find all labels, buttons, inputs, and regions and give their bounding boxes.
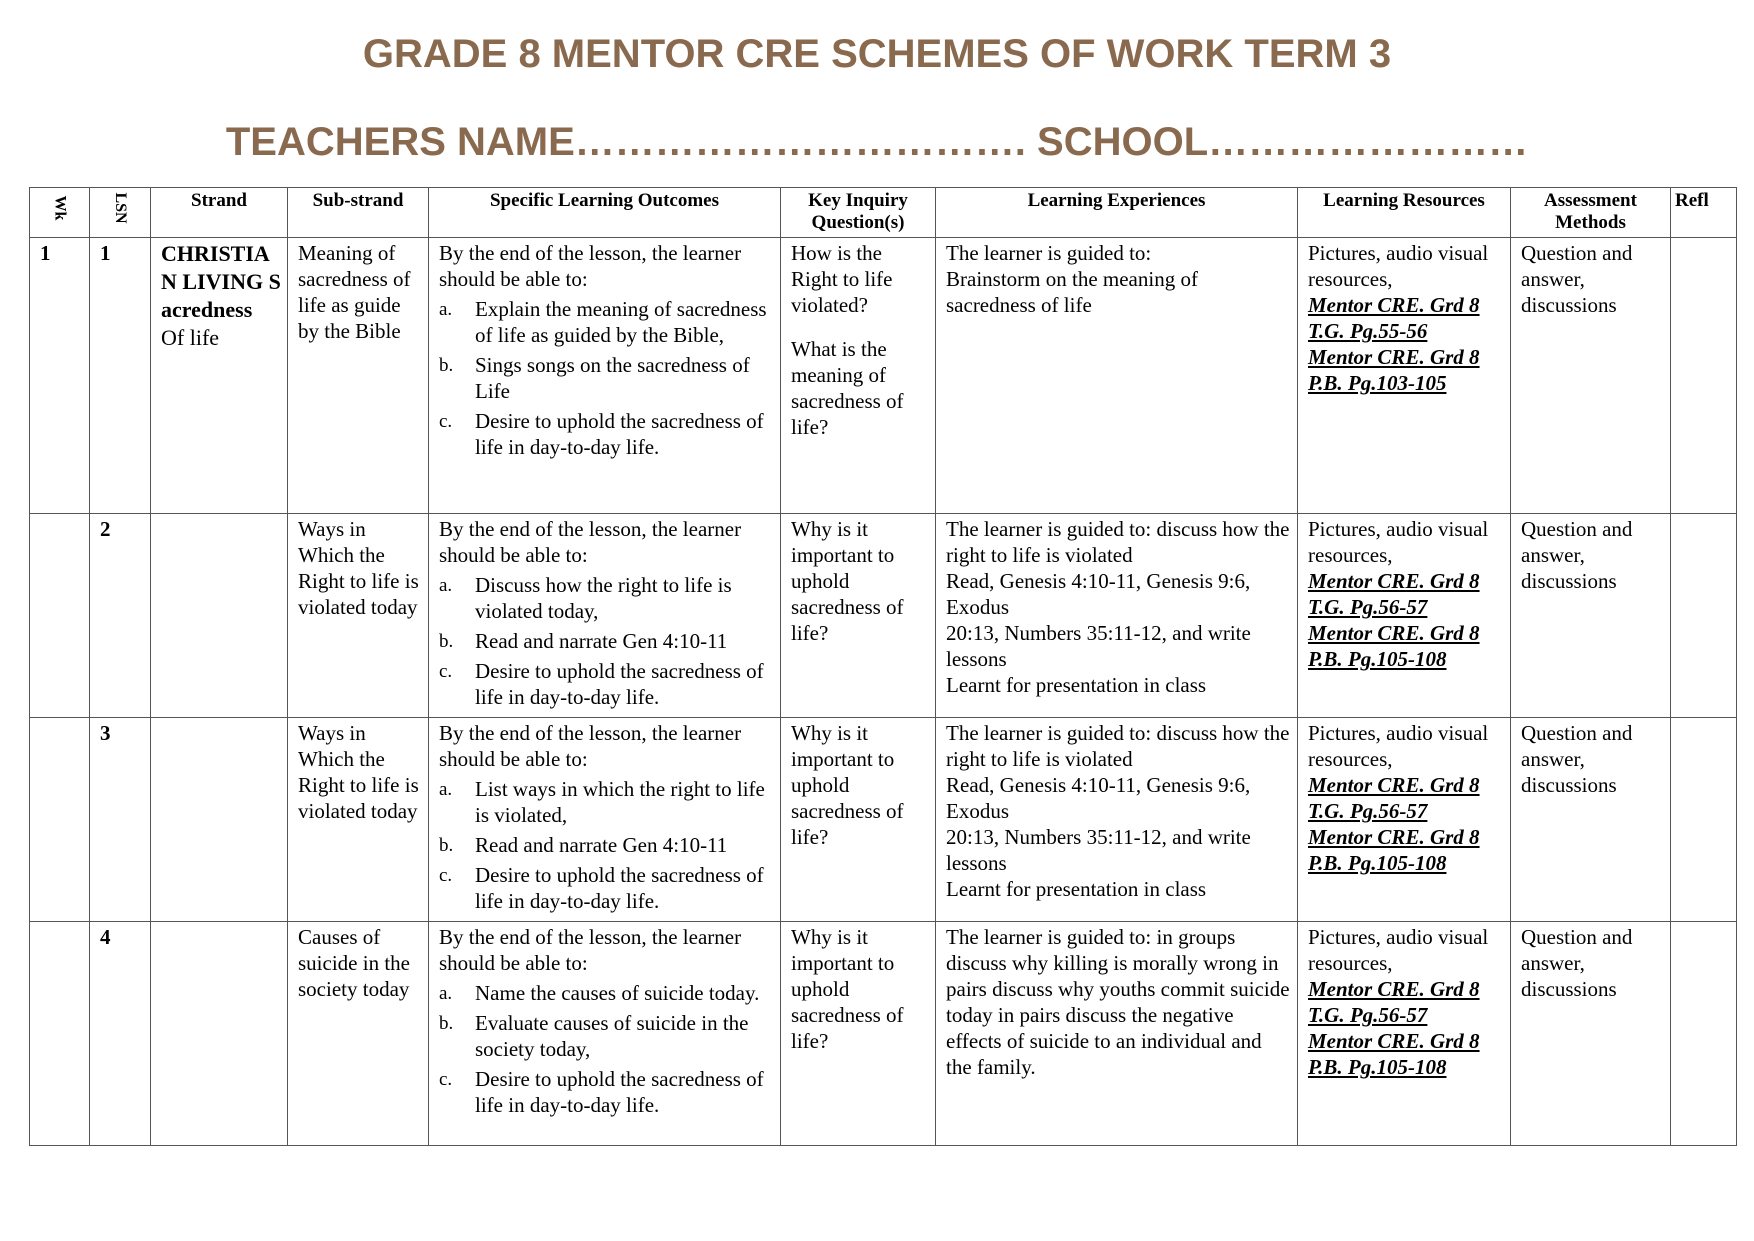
resource-reference: Mentor CRE. Grd 8 T.G. Pg.56-57 [1308, 569, 1480, 619]
header-week: Wk [30, 188, 90, 238]
outcomes-list [439, 572, 774, 710]
inquiry-cell: How is the Right to life violated? What is the meaning of sacredness of life? [781, 238, 936, 514]
table-row [30, 514, 1737, 718]
substrand-cell: Ways in Which the Right to life is violated today [288, 718, 429, 922]
outcomes-list [439, 980, 774, 1118]
lesson-cell: 3 [90, 718, 151, 922]
resources-cell: Pictures, audio visual resources, Mentor CRE. Grd 8 T.G. Pg.56-57 Mentor CRE. Grd 8 P.B. Pg.105-108 [1298, 922, 1511, 1146]
outcomes-intro: By the end of the lesson, the learner should be able to: [439, 517, 742, 567]
lesson-cell: 4 [90, 922, 151, 1146]
list-item: b. Evaluate causes of suicide in the society today, [439, 1011, 749, 1061]
strand-cell [151, 514, 288, 718]
resource-reference: Mentor CRE. Grd 8 T.G. Pg.56-57 [1308, 977, 1480, 1027]
inquiry-cell: Why is it important to uphold sacredness of life? [781, 514, 936, 718]
strand-title: CHRISTIAN LIVING Sacredness [161, 241, 281, 322]
teacher-school-line: TEACHERS NAME……………………………. SCHOOL…………………… [225, 120, 1529, 164]
resources-cell: Pictures, audio visual resources, Mentor CRE. Grd 8 T.G. Pg.56-57 Mentor CRE. Grd 8 P.B. Pg.105-108 [1298, 718, 1511, 922]
list-item: c. Desire to uphold the sacredness of life in day-to-day life. [439, 1067, 764, 1117]
outcomes-intro: By the end of the lesson, the learner should be able to: [439, 721, 742, 771]
week-cell: 1 [30, 238, 90, 514]
header-outcomes: Specific Learning Outcomes [429, 188, 781, 238]
substrand-cell: Ways in Which the Right to life is violated today [288, 514, 429, 718]
experiences-cell: The learner is guided to: Brainstorm on the meaning of sacredness of life [936, 238, 1298, 514]
table-row [30, 238, 1737, 514]
outcomes-cell [429, 238, 781, 514]
experiences-cell: The learner is guided to: in groups discuss why killing is morally wrong in pairs discuss why youths commit suicide today in pairs discuss the negative effects of suicide to an individual and the family. [936, 922, 1298, 1146]
resource-reference: Mentor CRE. Grd 8 T.G. Pg.55-56 [1308, 293, 1480, 343]
week-cell [30, 922, 90, 1146]
header-strand: Strand [151, 188, 288, 238]
header-assessment: Assessment Methods [1511, 188, 1671, 238]
list-item: b. Read and narrate Gen 4:10-11 [439, 833, 728, 857]
strand-cell [151, 922, 288, 1146]
list-item: c. Desire to uphold the sacredness of life in day-to-day life. [439, 659, 764, 709]
experiences-cell: The learner is guided to: discuss how the right to life is violated Read, Genesis 4:10-11, Genesis 9:6, Exodus 20:13, Numbers 35:11-12, and write lessons Learnt for presentation in class [936, 718, 1298, 922]
assessment-cell: Question and answer, discussions [1511, 514, 1671, 718]
header-resources: Learning Resources [1298, 188, 1511, 238]
assessment-cell: Question and answer, discussions [1511, 238, 1671, 514]
reflection-cell [1671, 238, 1737, 514]
resource-reference: Mentor CRE. Grd 8 T.G. Pg.56-57 [1308, 773, 1480, 823]
substrand-cell: Meaning of sacredness of life as guide by the Bible [288, 238, 429, 514]
experiences-cell: The learner is guided to: discuss how the right to life is violated Read, Genesis 4:10-11, Genesis 9:6, Exodus 20:13, Numbers 35:11-12, and write lessons Learnt for presentation in class [936, 514, 1298, 718]
list-item: c. Desire to uphold the sacredness of life in day-to-day life. [439, 409, 764, 459]
list-item: a. Name the causes of suicide today. [439, 981, 760, 1005]
reflection-cell [1671, 718, 1737, 922]
strand-cell [151, 718, 288, 922]
outcomes-list [439, 776, 774, 914]
outcomes-cell [429, 922, 781, 1146]
outcomes-cell [429, 514, 781, 718]
list-item: a. List ways in which the right to life is violated, [439, 777, 765, 827]
reflection-cell [1671, 514, 1737, 718]
scheme-table [29, 187, 1737, 1146]
list-item: b. Sings songs on the sacredness of Life [439, 353, 750, 403]
inquiry-cell: Why is it important to uphold sacredness of life? [781, 922, 936, 1146]
lesson-cell: 1 [90, 238, 151, 514]
outcomes-intro: By the end of the lesson, the learner should be able to: [439, 925, 742, 975]
resource-reference: Mentor CRE. Grd 8 P.B. Pg.105-108 [1308, 825, 1480, 875]
assessment-cell: Question and answer, discussions [1511, 922, 1671, 1146]
header-experiences: Learning Experiences [936, 188, 1298, 238]
week-cell [30, 718, 90, 922]
list-item: a. Discuss how the right to life is violated today, [439, 573, 732, 623]
header-reflection: Refl [1671, 188, 1737, 238]
resource-reference: Mentor CRE. Grd 8 P.B. Pg.105-108 [1308, 1029, 1480, 1079]
strand-cell [151, 238, 288, 514]
outcomes-cell [429, 718, 781, 922]
assessment-cell: Question and answer, discussions [1511, 718, 1671, 922]
table-row [30, 718, 1737, 922]
strand-subtitle: Of life [161, 325, 220, 350]
outcomes-list [439, 296, 774, 460]
resources-cell: Pictures, audio visual resources, Mentor CRE. Grd 8 T.G. Pg.55-56 Mentor CRE. Grd 8 P.B. Pg.103-105 [1298, 238, 1511, 514]
outcomes-intro: By the end of the lesson, the learner should be able to: [439, 241, 742, 291]
inquiry-cell: Why is it important to uphold sacredness of life? [781, 718, 936, 922]
list-item: a. Explain the meaning of sacredness of life as guided by the Bible, [439, 297, 767, 347]
header-row [30, 188, 1737, 238]
header-inquiry: Key Inquiry Question(s) [781, 188, 936, 238]
reflection-cell [1671, 922, 1737, 1146]
list-item: c. Desire to uphold the sacredness of life in day-to-day life. [439, 863, 764, 913]
week-cell [30, 514, 90, 718]
resources-cell: Pictures, audio visual resources, Mentor CRE. Grd 8 T.G. Pg.56-57 Mentor CRE. Grd 8 P.B. Pg.105-108 [1298, 514, 1511, 718]
header-substrand: Sub-strand [288, 188, 429, 238]
resource-reference: Mentor CRE. Grd 8 P.B. Pg.103-105 [1308, 345, 1480, 395]
header-lesson: LSN [90, 188, 151, 238]
resource-reference: Mentor CRE. Grd 8 P.B. Pg.105-108 [1308, 621, 1480, 671]
table-row [30, 922, 1737, 1146]
list-item: b. Read and narrate Gen 4:10-11 [439, 629, 728, 653]
lesson-cell: 2 [90, 514, 151, 718]
substrand-cell: Causes of suicide in the society today [288, 922, 429, 1146]
document-title: GRADE 8 MENTOR CRE SCHEMES OF WORK TERM 3 [362, 32, 1392, 76]
